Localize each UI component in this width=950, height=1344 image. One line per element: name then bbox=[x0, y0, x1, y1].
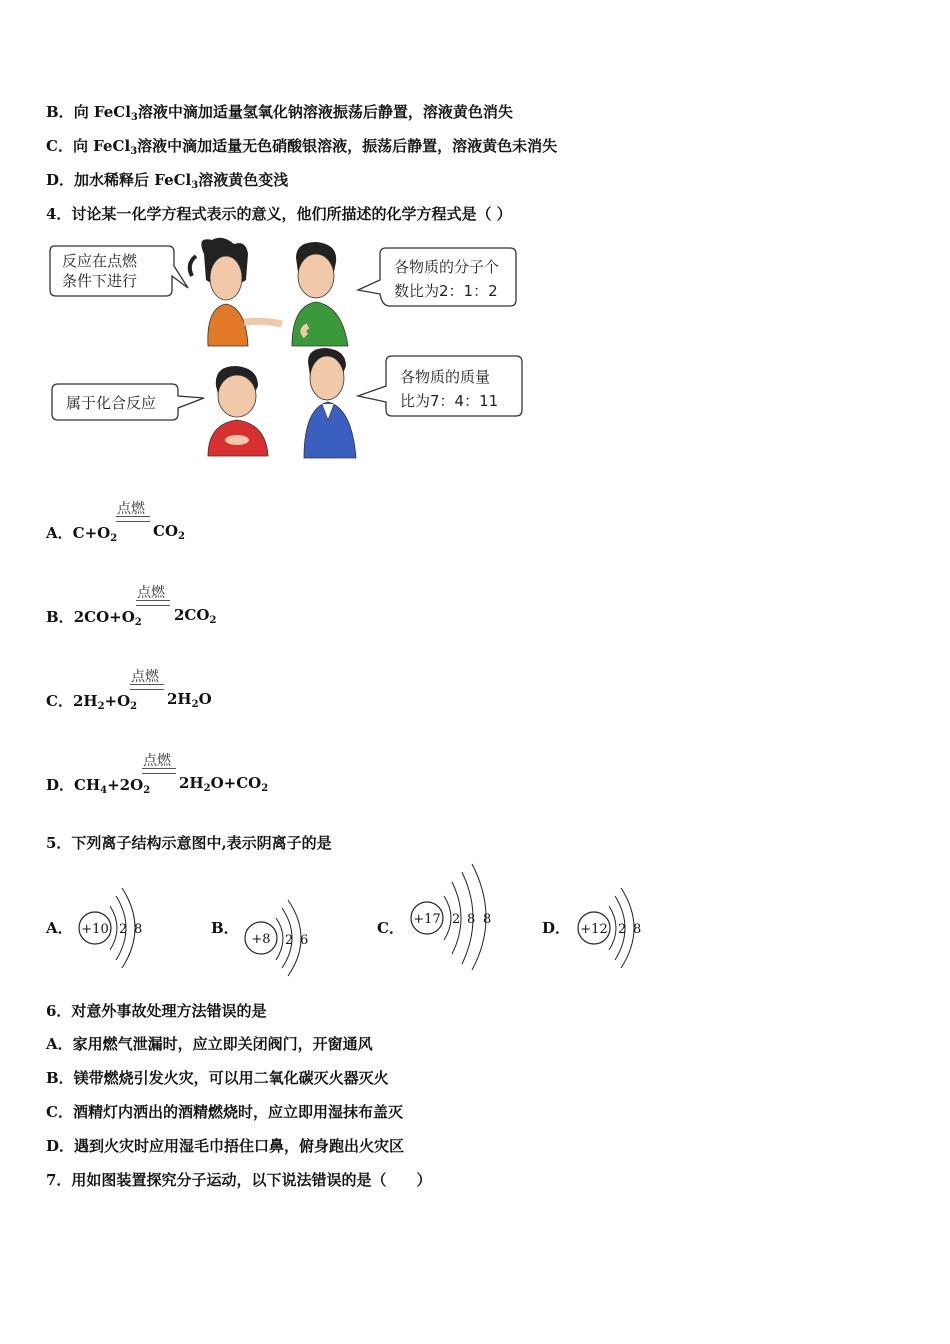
q6-option-b: B．镁带燃烧引发火灾，可以用二氧化碳灭火器灭火 bbox=[46, 1069, 389, 1087]
shell-c-1: 2 bbox=[452, 912, 461, 927]
q5-option-b-label: B． bbox=[211, 919, 239, 937]
speech-bubble-2 bbox=[358, 248, 516, 306]
ion-diagram-b bbox=[240, 896, 320, 980]
q4-option-c: C．$2H_2+O_2$ bbox=[46, 692, 138, 712]
q7-stem: 7．用如图装置探究分子运动，以下说法错误的是（ ） bbox=[46, 1171, 432, 1189]
bubble-1-line2: 条件下进行 bbox=[62, 272, 138, 290]
q4-option-b: B．$2CO+O_2$ bbox=[46, 608, 142, 628]
bubble-4-line2: 比为7：4：11 bbox=[400, 392, 499, 410]
q4-option-a: A．$C+O_2$ bbox=[46, 524, 118, 544]
q3-option-c: C．向 FeCl$_3$溶液中滴加适量无色硝酸银溶液，振荡后静置，溶液黄色未消失 bbox=[46, 137, 558, 157]
speech-bubble-3 bbox=[52, 384, 204, 420]
q6-stem: 6．对意外事故处理方法错误的是 bbox=[46, 1002, 267, 1020]
bubble-3-line1: 属于化合反应 bbox=[66, 394, 157, 412]
q4-stem: 4．讨论某一化学方程式表示的意义，他们所描述的化学方程式是（ ） bbox=[46, 205, 512, 223]
shell-d-1: 2 bbox=[618, 922, 627, 937]
condition-label-d: 点燃 bbox=[143, 753, 171, 769]
q6-option-c: C．酒精灯内洒出的酒精燃烧时，应立即用湿抹布盖灭 bbox=[46, 1103, 403, 1121]
q6-option-d: D．遇到火灾时应用湿毛巾捂住口鼻，俯身跑出火灾区 bbox=[46, 1137, 405, 1155]
bubble-4-line1: 各物质的质量 bbox=[400, 368, 491, 386]
q5-option-d-label: D． bbox=[542, 919, 571, 937]
condition-label-b: 点燃 bbox=[137, 585, 165, 601]
nucleus-c: +17 bbox=[413, 912, 441, 927]
q3-option-b: B．向 FeCl$_3$溶液中滴加适量氢氧化钠溶液振荡后静置，溶液黄色消失 bbox=[46, 103, 513, 123]
shell-d-2: 8 bbox=[633, 922, 642, 937]
nucleus-b: +8 bbox=[251, 932, 271, 947]
q6-option-a: A．家用燃气泄漏时，应立即关闭阀门，开窗通风 bbox=[46, 1035, 373, 1053]
boy-figure-2 bbox=[208, 366, 268, 456]
boy-figure-1 bbox=[292, 242, 348, 346]
q5-option-a-label: A． bbox=[46, 919, 73, 937]
condition-label-c: 点燃 bbox=[131, 669, 159, 685]
q4-option-a-product: $CO_2$ bbox=[153, 522, 185, 542]
shell-c-3: 8 bbox=[483, 912, 492, 927]
ion-diagram-a bbox=[74, 884, 154, 974]
discussion-cartoon bbox=[46, 236, 526, 461]
q4-option-d-product: $2H_2O+CO_2$ bbox=[179, 774, 269, 794]
q4-option-b-product: $2CO_2$ bbox=[174, 606, 217, 626]
q3-option-d: D．加水稀释后 FeCl$_3$溶液黄色变浅 bbox=[46, 171, 289, 191]
condition-label-a: 点燃 bbox=[117, 501, 145, 517]
ion-diagram-d bbox=[575, 884, 655, 974]
speech-bubble-1 bbox=[50, 246, 188, 296]
q4-option-c-product: $2H_2O$ bbox=[167, 690, 212, 710]
q5-option-c-label: C． bbox=[377, 919, 404, 937]
ion-diagram-c bbox=[404, 862, 504, 972]
q5-stem: 5．下列离子结构示意图中,表示阴离子的是 bbox=[46, 834, 332, 852]
boy-figure-3 bbox=[304, 348, 356, 458]
q4-option-d: D．$CH_4+2O_2$ bbox=[46, 776, 151, 796]
equals-sign-a bbox=[116, 516, 150, 522]
shell-a-1: 2 bbox=[119, 922, 128, 937]
shell-c-2: 8 bbox=[467, 912, 476, 927]
bubble-1-line1: 反应在点燃 bbox=[62, 252, 138, 270]
speech-bubble-4 bbox=[358, 356, 522, 416]
shell-b-1: 2 bbox=[285, 933, 294, 948]
nucleus-a: +10 bbox=[81, 922, 109, 937]
shell-a-2: 8 bbox=[134, 922, 143, 937]
bubble-2-line1: 各物质的分子个 bbox=[394, 258, 500, 276]
shell-b-2: 6 bbox=[300, 933, 309, 948]
girl-figure bbox=[190, 238, 282, 346]
bubble-2-line2: 数比为2：1：2 bbox=[394, 282, 498, 300]
nucleus-d: +12 bbox=[580, 922, 608, 937]
